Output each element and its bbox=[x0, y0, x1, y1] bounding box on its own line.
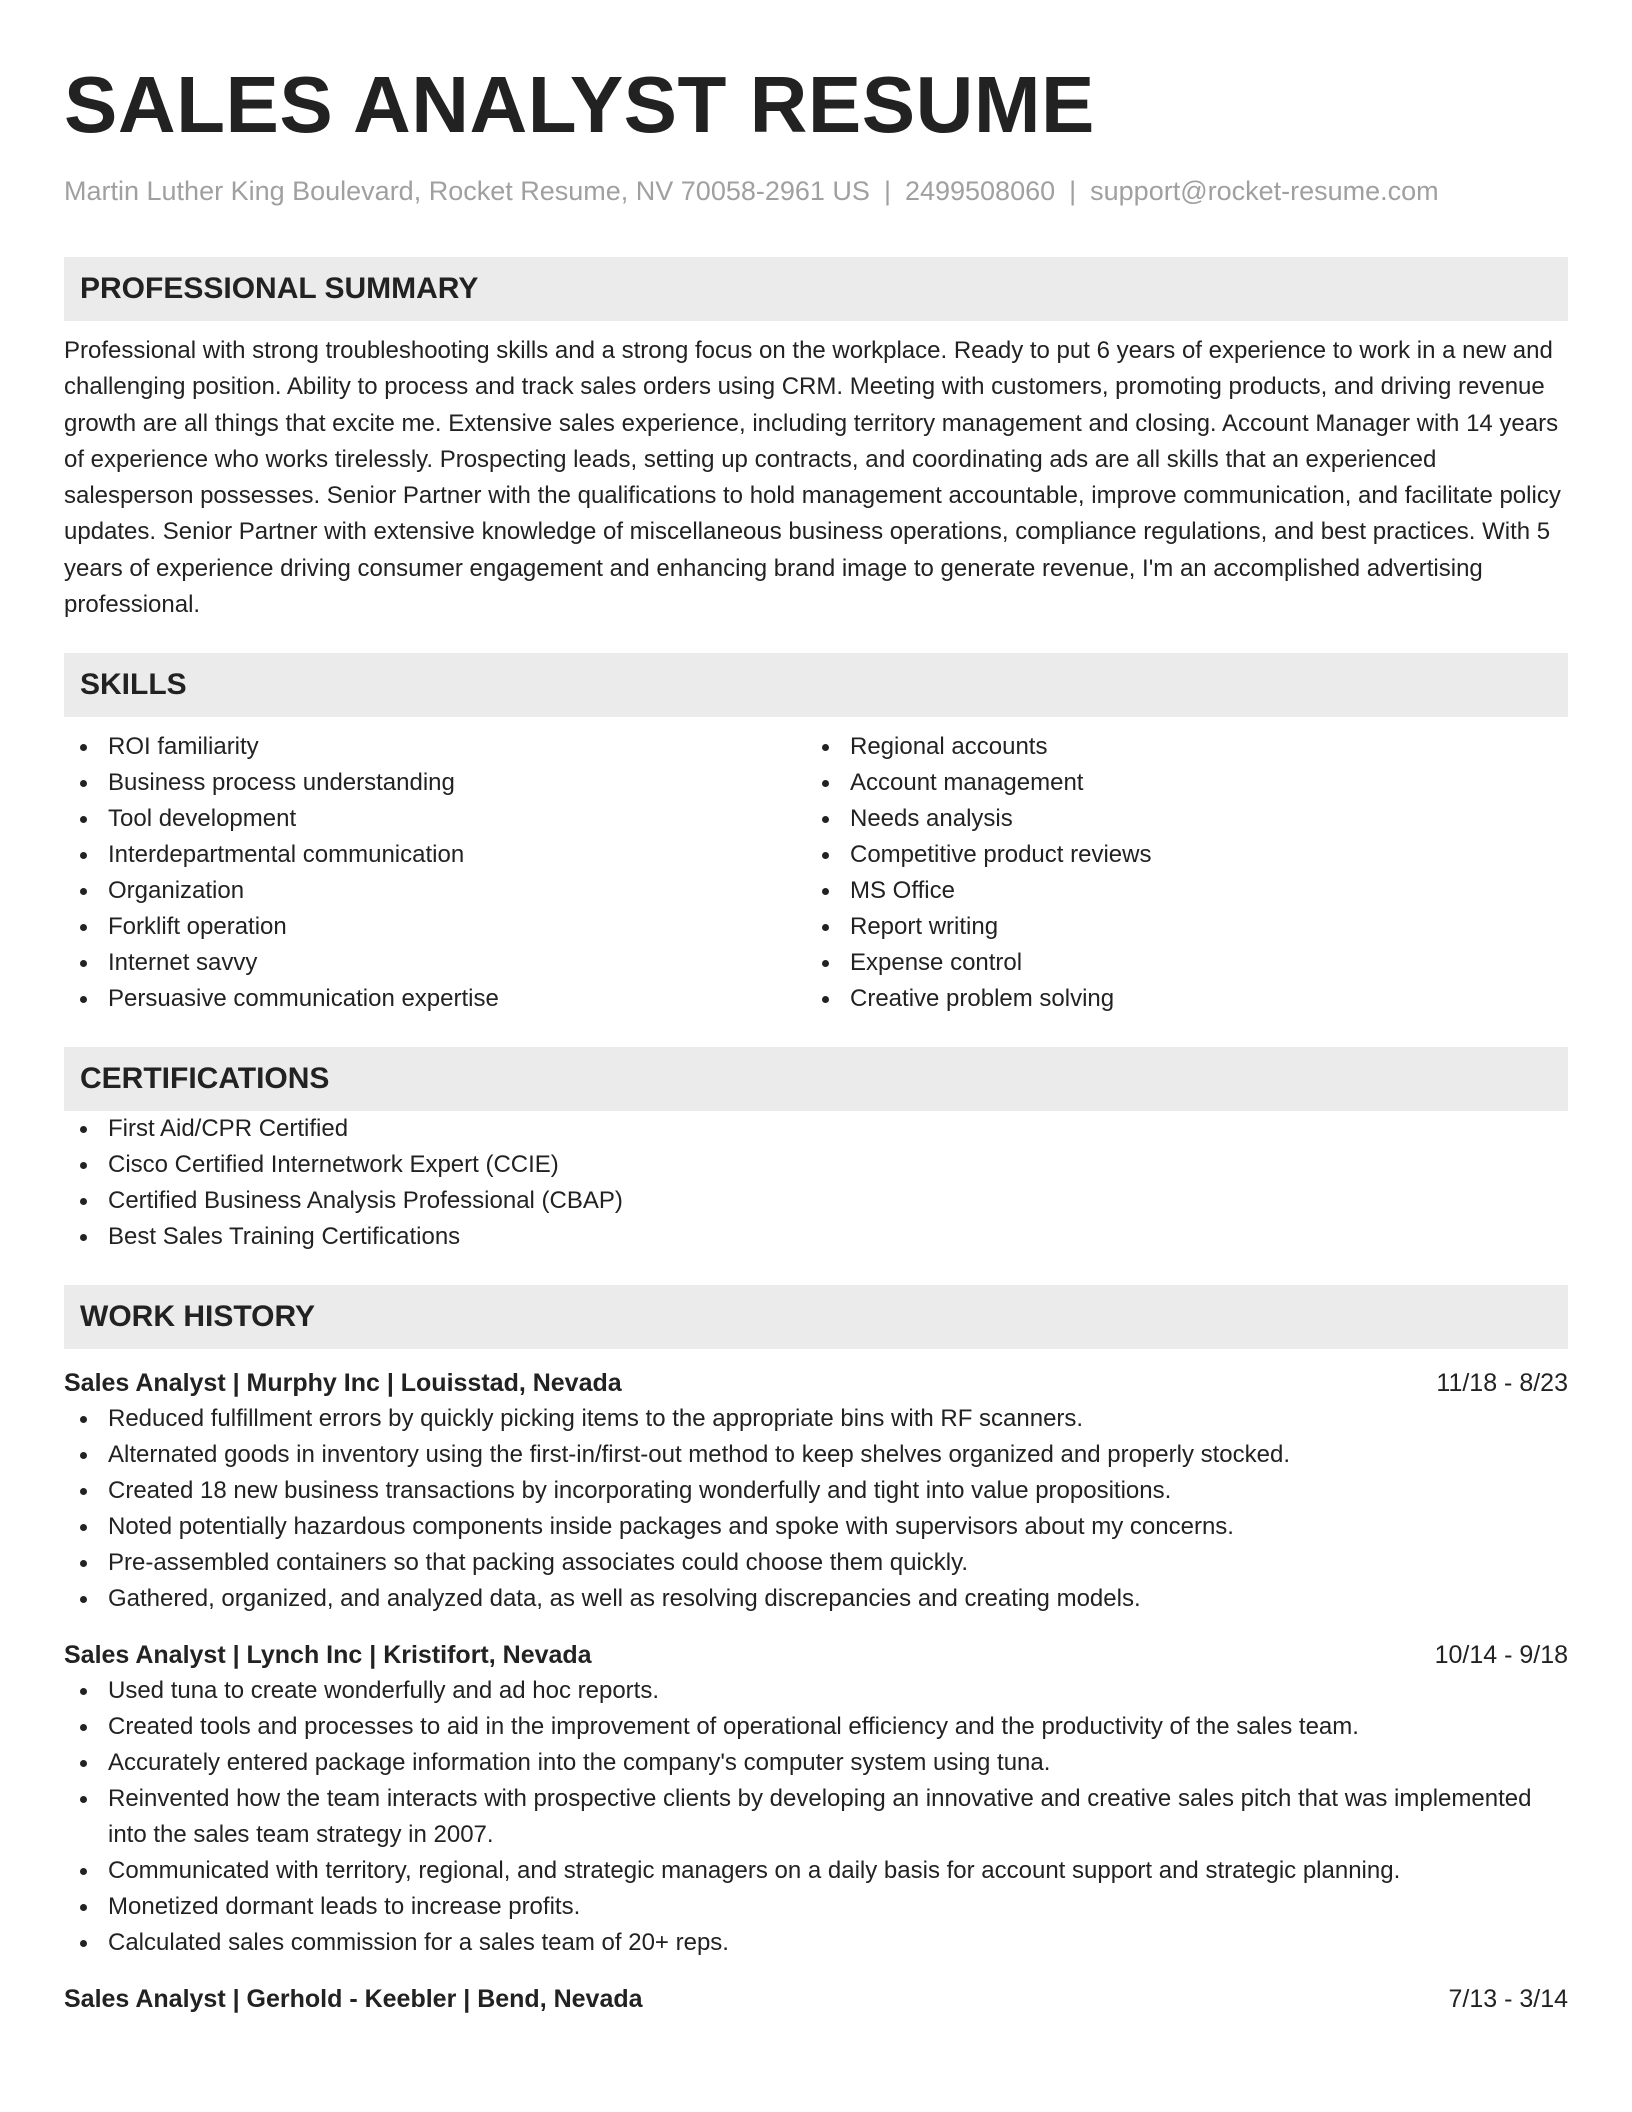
certification-item: First Aid/CPR Certified bbox=[64, 1111, 1568, 1147]
job-title: Sales Analyst | Murphy Inc | Louisstad, Nevada bbox=[64, 1369, 622, 1398]
job-bullet: Noted potentially hazardous components inside packages and spoke with supervisors about my concerns. bbox=[64, 1509, 1568, 1545]
skills-list-left bbox=[64, 729, 806, 1017]
skill-item: Persuasive communication expertise bbox=[64, 981, 806, 1017]
job-entry bbox=[64, 1637, 1568, 1961]
contact-phone: 2499508060 bbox=[904, 176, 1056, 206]
skill-item: Account management bbox=[806, 765, 1548, 801]
job-bullet: Accurately entered package information into the company's computer system using tuna. bbox=[64, 1745, 1568, 1781]
job-header bbox=[64, 1637, 1568, 1673]
skill-item: Forklift operation bbox=[64, 909, 806, 945]
job-bullet: Communicated with territory, regional, and strategic managers on a daily basis for account support and strategic planning. bbox=[64, 1853, 1568, 1889]
certifications-list bbox=[64, 1111, 1568, 1255]
resume-title: SALES ANALYST RESUME bbox=[64, 60, 1095, 149]
contact-email: support@rocket-resume.com bbox=[1090, 176, 1439, 206]
skills-column-right bbox=[806, 729, 1548, 1017]
job-dates: 11/18 - 8/23 bbox=[1436, 1369, 1568, 1398]
skill-item: Business process understanding bbox=[64, 765, 806, 801]
skill-item: Organization bbox=[64, 873, 806, 909]
contact-line bbox=[64, 173, 1568, 209]
certification-item: Certified Business Analysis Professional (CBAP) bbox=[64, 1183, 1568, 1219]
skill-item: Interdepartmental communication bbox=[64, 837, 806, 873]
skill-item: Tool development bbox=[64, 801, 806, 837]
job-header bbox=[64, 1981, 1568, 2017]
job-bullet: Monetized dormant leads to increase profits. bbox=[64, 1889, 1568, 1925]
skill-item: Needs analysis bbox=[806, 801, 1548, 837]
job-bullet: Alternated goods in inventory using the first-in/first-out method to keep shelves organized and properly stocked. bbox=[64, 1437, 1568, 1473]
skill-item: Creative problem solving bbox=[806, 981, 1548, 1017]
skill-item: Competitive product reviews bbox=[806, 837, 1548, 873]
job-bullet: Used tuna to create wonderfully and ad hoc reports. bbox=[64, 1673, 1568, 1709]
job-dates: 10/14 - 9/18 bbox=[1434, 1641, 1568, 1670]
job-bullet: Reduced fulfillment errors by quickly picking items to the appropriate bins with RF scanners. bbox=[64, 1401, 1568, 1437]
job-header bbox=[64, 1365, 1568, 1401]
job-bullet: Calculated sales commission for a sales team of 20+ reps. bbox=[64, 1925, 1568, 1961]
skills-list-right bbox=[806, 729, 1548, 1017]
job-bullet: Created 18 new business transactions by incorporating wonderfully and tight into value propositions. bbox=[64, 1473, 1568, 1509]
skill-item: Internet savvy bbox=[64, 945, 806, 981]
skill-item: Regional accounts bbox=[806, 729, 1548, 765]
job-bullet: Pre-assembled containers so that packing associates could choose them quickly. bbox=[64, 1545, 1568, 1581]
summary-heading: PROFESSIONAL SUMMARY bbox=[64, 257, 1568, 321]
skills-grid bbox=[64, 729, 1568, 1017]
job-entry bbox=[64, 1981, 1568, 2017]
work-history-heading: WORK HISTORY bbox=[64, 1285, 1568, 1349]
job-dates: 7/13 - 3/14 bbox=[1448, 1985, 1568, 2014]
certifications-heading: CERTIFICATIONS bbox=[64, 1047, 1568, 1111]
certification-item: Best Sales Training Certifications bbox=[64, 1219, 1568, 1255]
certification-item: Cisco Certified Internetwork Expert (CCIE) bbox=[64, 1147, 1568, 1183]
skill-item: Report writing bbox=[806, 909, 1548, 945]
skills-heading: SKILLS bbox=[64, 653, 1568, 717]
skill-item: MS Office bbox=[806, 873, 1548, 909]
skill-item: Expense control bbox=[806, 945, 1548, 981]
job-bullet: Created tools and processes to aid in the improvement of operational efficiency and the productivity of the sales team. bbox=[64, 1709, 1568, 1745]
job-entry bbox=[64, 1365, 1568, 1617]
contact-address: Martin Luther King Boulevard, Rocket Resume, NV 70058-2961 US bbox=[64, 176, 870, 206]
contact-separator: | bbox=[1069, 176, 1077, 206]
job-title: Sales Analyst | Lynch Inc | Kristifort, Nevada bbox=[64, 1641, 592, 1670]
skill-item: ROI familiarity bbox=[64, 729, 806, 765]
summary-text: Professional with strong troubleshooting skills and a strong focus on the workplace. Ready to put 6 years of experience to work in a new and challenging position. Ability to process and track sales orders using CRM. Meeting with customers, promoting products, and driving revenue growth are all things that excite me. Extensive sales experience, including territory management and closing. Account Manager with 14 years of experience who works tirelessly. Prospecting leads, setting up contracts, and coordinating ads are all skills that an experienced salesperson possesses. Senior Partner with the qualifications to hold management accountable, improve communication, and facilitate policy updates. Senior Partner with extensive knowledge of miscellaneous business operations, compliance regulations, and best practices. With 5 years of experience driving consumer engagement and enhancing brand image to generate revenue, I'm an accomplished advertising professional. bbox=[64, 337, 1561, 619]
job-bullet: Reinvented how the team interacts with prospective clients by developing an innovative and creative sales pitch that was implemented into the sales team strategy in 2007. bbox=[64, 1781, 1568, 1853]
contact-separator: | bbox=[883, 176, 891, 206]
job-bullet: Gathered, organized, and analyzed data, as well as resolving discrepancies and creating models. bbox=[64, 1581, 1568, 1617]
job-bullets bbox=[64, 1401, 1568, 1617]
job-title: Sales Analyst | Gerhold - Keebler | Bend, Nevada bbox=[64, 1985, 643, 2014]
job-bullets bbox=[64, 1673, 1568, 1961]
skills-column-left bbox=[64, 729, 806, 1017]
